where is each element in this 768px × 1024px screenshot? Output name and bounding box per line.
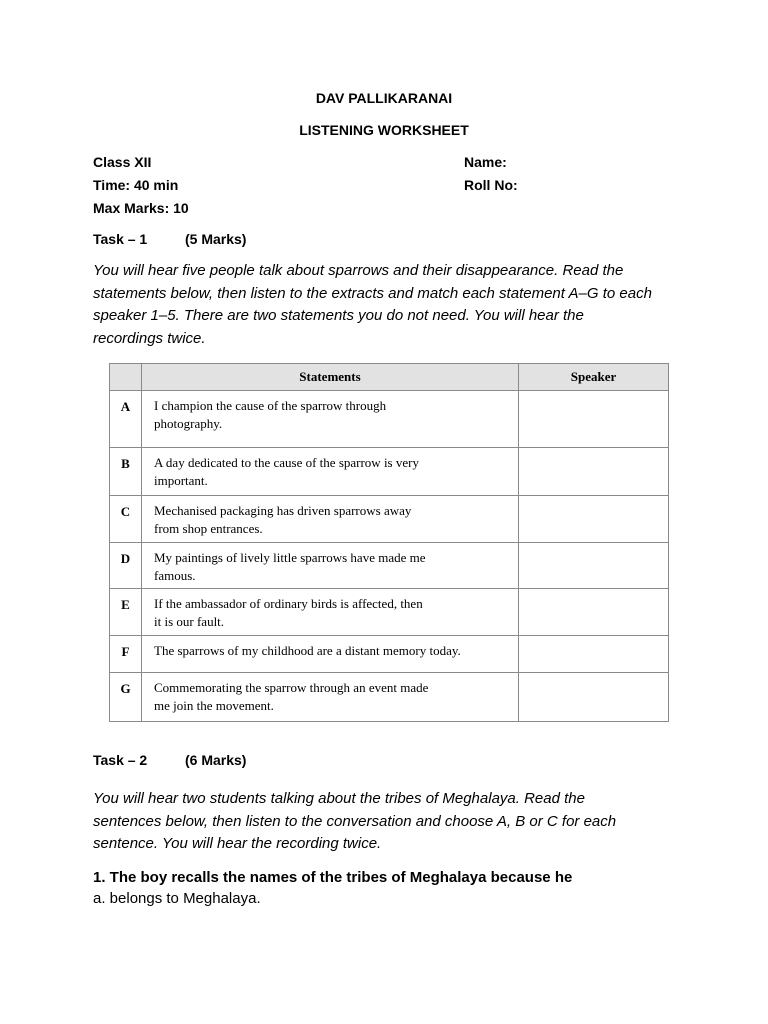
worksheet-title: LISTENING WORKSHEET (299, 122, 469, 138)
row-statement: I champion the cause of the sparrow through photography. (142, 391, 519, 448)
speaker-answer-cell[interactable] (519, 543, 669, 589)
row-letter: G (110, 673, 142, 722)
row-letter: E (110, 589, 142, 636)
task1-label: Task – 1 (93, 231, 148, 247)
row-statement: A day dedicated to the cause of the sparrow is very important. (142, 448, 519, 496)
class-label: Class XII (93, 154, 152, 170)
row-letter: A (110, 391, 142, 448)
row-statement: My paintings of lively little sparrows have made me famous. (142, 543, 519, 589)
table-row (110, 391, 669, 448)
speaker-answer-cell[interactable] (519, 496, 669, 543)
row-statement: Mechanised packaging has driven sparrows away from shop entrances. (142, 496, 519, 543)
max-marks-label: Max Marks: 10 (93, 200, 189, 216)
row-letter: B (110, 448, 142, 496)
row-letter: F (110, 636, 142, 673)
table-row (110, 448, 669, 496)
time-label: Time: 40 min (93, 177, 179, 193)
speaker-answer-cell[interactable] (519, 673, 669, 722)
task2-heading (93, 752, 246, 768)
name-label: Name: (464, 154, 507, 170)
row-statement: If the ambassador of ordinary birds is affected, then it is our fault. (142, 589, 519, 636)
speaker-answer-cell[interactable] (519, 391, 669, 448)
speaker-answer-cell[interactable] (519, 636, 669, 673)
roll-no-label: Roll No: (464, 177, 518, 193)
table-row (110, 496, 669, 543)
table-row (110, 543, 669, 589)
row-letter: C (110, 496, 142, 543)
task1-instructions: You will hear five people talk about sparrows and their disappearance. Read the statements below, then listen to the extracts and match each statement A–G to each speaker 1–5. There are two statements you do not need. You will hear the recordings twice. (93, 262, 652, 347)
school-title: DAV PALLIKARANAI (315, 90, 453, 106)
statements-table (109, 363, 669, 722)
table-row (110, 589, 669, 636)
task2-instructions: You will hear two students talking about the tribes of Meghalaya. Read the sentences below, then listen to the conversation and choose A, B or C for each sentence. You will hear the recording twice. (93, 790, 617, 852)
table-row (110, 673, 669, 722)
row-statement: The sparrows of my childhood are a distant memory today. (142, 636, 519, 673)
task2-marks: (6 Marks) (185, 752, 247, 768)
task1-marks: (5 Marks) (185, 231, 247, 247)
statements-column-header: Statements (142, 364, 519, 391)
question-1-option-a: a. belongs to Meghalaya. (93, 890, 261, 907)
row-letter: D (110, 543, 142, 589)
speaker-answer-cell[interactable] (519, 589, 669, 636)
table-row (110, 636, 669, 673)
letter-column-header (110, 364, 142, 391)
question-1: 1. The boy recalls the names of the tribes of Meghalaya because he (93, 869, 573, 886)
table-header-row (110, 364, 669, 391)
speaker-column-header: Speaker (519, 364, 669, 391)
row-statement: Commemorating the sparrow through an event made me join the movement. (142, 673, 519, 722)
task2-label: Task – 2 (93, 752, 148, 768)
task1-heading (93, 231, 246, 247)
speaker-answer-cell[interactable] (519, 448, 669, 496)
